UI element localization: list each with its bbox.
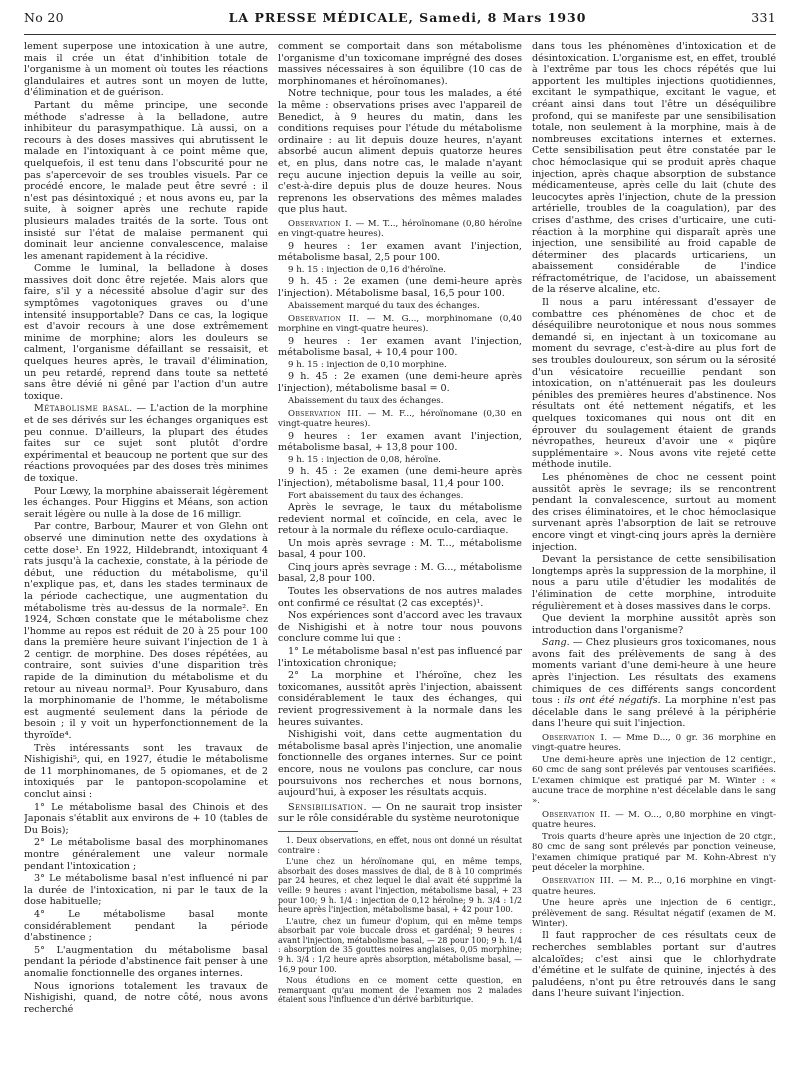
paragraph	[532, 930, 776, 1000]
paragraph-text: Que devient la morphine aussitôt après son introduction dans l'organisme?	[532, 613, 776, 636]
paragraph	[278, 276, 522, 299]
paragraph-text: Une demi-heure après une injection de 12 centigr., 60 cmc de sang sont prélevés par ventouses scarifiées. L'examen chimique est pratiqué par M. Winter : « aucune trace de morphine n'est décelable dans le sang ».	[532, 754, 776, 807]
paragraph-text: 9 h. 15 : injection de 0,08, héroïne.	[288, 454, 441, 465]
paragraph-text: 9 heures : 1er examen avant l'injection, métabolisme basal, + 10,4 pour 100.	[278, 335, 522, 359]
paragraph	[278, 729, 522, 799]
section-heading: Sensibilisation.	[288, 801, 367, 813]
paragraph-text: Notre technique, pour tous les malades, a été la même : observations prises avec l'appareil de Benedict, à 9 heures du matin, dans les conditions requises pour l'étude du métabolisme ordinaire : au lit depuis douze heures, n'ayant absorbé aucun aliment depuis quatorze heures et, en plus, dans notre cas, le malade n'ayant reçu aucune injection depuis la veille au soir, c'est-à-dire depuis plus de douze heures. Nous reprenons les observations des mêmes malades que plus haut.	[278, 88, 522, 216]
text-columns	[24, 41, 776, 1066]
paragraph	[278, 301, 522, 311]
paragraph	[24, 486, 268, 521]
paragraph	[532, 554, 776, 612]
paragraph	[24, 981, 268, 1016]
paragraph	[278, 314, 522, 335]
paragraph-text: dans tous les phénomènes d'intoxication et de désintoxication. L'organisme est, en effet, troublé à l'extrême par tous les chocs répétés que lui apportent les multiples injections quotidiennes, excitant le sympathique, excitant le vague, et créant ainsi dans tout l'être un déséquilibre profond, qui se manifeste par une sensibilisation totale, non seulement à la morphine, mais à de nombreuses excitations internes et externes. Cette sensibilisation peut être constatée par le choc hémoclasique qui se produit après chaque injection, après chaque absorption de substance médicamenteuse, après celle du lait (chute des leucocytes après l'injection, chute de la pression artérielle, troubles de la coagulation), par des crises d'asthme, des crises d'urticaire, une cuti-réaction à la morphine qui disparaît après une injection, une sensibilité au froid capable de déterminer des placards urticariens, un abaissement considérable de l'indice réfractométrique, de l'acidose, un abaissement de la réserve alcaline, etc.	[532, 41, 776, 296]
paragraph	[278, 538, 522, 561]
footnotes	[278, 836, 522, 1005]
journal-title: LA PRESSE MÉDICALE, Samedi, 8 Mars 1930	[228, 10, 587, 25]
paragraph	[24, 802, 268, 837]
paragraph	[24, 945, 268, 980]
paragraph-text: Nishigishi voit, dans cette augmentation du métabolisme basal après l'injection, une anomalie fonctionnelle des organes internes. Sur ce point encore, nous ne voulons pas conclure, car nous poursuivons nos recherches et nous bornons, aujourd'hui, à exposer les résultats acquis.	[278, 729, 522, 799]
paragraph-text: — M. F..., héroïnomane (0,30 en vingt-quatre heures).	[278, 408, 522, 430]
paragraph-text: 5° L'augmentation du métabolisme basal pendant la période d'abstinence fait penser à une anomalie fonctionnelle des organes internes.	[24, 944, 268, 979]
footnote: Nous étudions en ce moment cette question, en remarquant qu'au moment de l'examen nos 2 malades étaient sous l'influence d'un dérivé barbiturique.	[278, 976, 522, 1005]
paragraph-text: 3° Le métabolisme basal n'est influencé ni par la durée de l'intoxication, ni par le taux de la dose habituelle;	[24, 873, 268, 908]
paragraph-text: Nous ignorions totalement les travaux de Nishigishi, quand, de notre côté, nous avons recherché	[24, 980, 268, 1015]
section-heading: Observation I.	[542, 733, 608, 744]
paragraph-text: — Chez plusieurs gros toxicomanes, nous avons fait des prélèvements de sang à des moments variant d'une demi-heure à une heure après l'injection. Les résultats des examens chimiques de ces différents sangs concordent tous :	[532, 637, 776, 707]
paragraph-text: — M. O..., 0,80 morphine en vingt-quatre heures.	[532, 809, 776, 831]
paragraph	[24, 521, 268, 741]
paragraph	[24, 403, 268, 484]
page-header	[24, 10, 776, 28]
column-2	[278, 41, 522, 1066]
paragraph-text: Il faut rapprocher de ces résultats ceux de recherches semblables portant sur d'autres alcaloïdes; c'est ainsi que le chlorhydrate d'émétine et le sulfate de quinine, injectés à des paludéens, n'ont pu être retrouvés dans le sang dans l'heure suivant l'injection.	[532, 930, 776, 1000]
paragraph-text: Fort abaissement du taux des échanges.	[288, 490, 464, 501]
paragraph	[278, 466, 522, 489]
paragraph	[278, 265, 522, 275]
paragraph-text: Trois quarts d'heure après une injection de 20 ctgr., 80 cmc de sang sont prélevés par ponction veineuse, l'examen chimique pratiqué par M. Kohn-Abrest n'y peut déceler la morphine.	[532, 831, 776, 873]
paragraph-text: Après le sevrage, le taux du métabolisme redevient normal et coïncide, en cela, avec le retour à la normale du réflexe oculo-cardiaque.	[278, 501, 522, 537]
footnote-rule	[278, 831, 358, 832]
paragraph-text: — Mme D..., 0 gr. 36 morphine en vingt-quatre heures.	[532, 733, 776, 754]
paragraph-text: Comme le luminal, la belladone à doses massives doit donc être rejetée. Mais alors que faire, s'il y a nécessité absolue d'agir sur des symptômes vagotoniques graves ou d'une intensité insupportable? Dans ce cas, la logique est d'avoir recours à une dose extrêmement minime de morphine; alors les douleurs se calment, l'organisme défaillant se ressaisit, et quelques heures après, le travail d'élimination, un peu retardé, reprend dans toute sa netteté sans être dévié ni gêné par l'action d'un autre toxique.	[24, 263, 268, 402]
paragraph-text: Cinq jours après sevrage : M. G..., métabolisme basal, 2,8 pour 100.	[278, 561, 522, 585]
column-3	[532, 41, 776, 1066]
paragraph-text: 9 h. 45 : 2e examen (une demi-heure après l'injection). Métabolisme basal, 16,5 pour 100.	[278, 276, 522, 299]
paragraph	[24, 743, 268, 801]
paragraph	[532, 472, 776, 553]
paragraph-text: Devant la persistance de cette sensibilisation longtemps après la suppression de la morphine, il nous a paru utile d'étudier les modalités de l'élimination de cette morphine, introduite régulièrement et à doses massives dans le corps.	[532, 554, 776, 612]
paragraph-text: 9 h. 15 : injection de 0,10 morphine.	[288, 359, 447, 370]
paragraph	[278, 586, 522, 609]
paragraph	[278, 88, 522, 216]
paragraph	[532, 41, 776, 296]
paragraph	[532, 755, 776, 807]
paragraph-text: La morphine n'est pas décelable dans le sang prélevé à la périphérie dans l'heure qui suit l'injection.	[532, 695, 776, 730]
paragraph-text: Très intéressants sont les travaux de Nishigishi⁵, qui, en 1927, étudie le métabolisme de 11 morphinomanes, de 5 opiomanes, et de 2 intoxiqués par le pantopon-scopolamine et conclut ainsi :	[24, 742, 268, 800]
paragraph-text: Pour Lœwy, la morphine abaisserait légèrement les échanges. Pour Higgins et Méans, son action serait légère ou nulle à la dose de 16 milligr.	[24, 485, 268, 520]
paragraph	[532, 637, 776, 730]
paragraph-text: Partant du même principe, une seconde méthode s'adresse à la belladone, autre inhibiteur du parasympathique. Là aussi, on a recours à des doses massives qui abrutissent le malade en l'intoxiquant à ce point même que, quelquefois, il est tenu dans l'obscurité pour ne pas s'apercevoir de ses troubles visuels. Par ce procédé encore, le malade peut être sevré : il n'est pas désintoxiqué ; et nous avons eu, par la suite, à soigner après une rechute rapide plusieurs malades traités de la sorte. Tous ont insisté sur l'état de malaise permanent qui dominait leur ancienne convalescence, malaise les amenant rapidement à la récidive.	[24, 99, 268, 262]
section-heading: Observation III.	[542, 876, 615, 887]
footnote: L'une chez un héroïnomane qui, en même temps, absorbait des doses massives de dial, de 8 à 10 comprimés par 24 heures, et chez lequel le dial avait été supprimé la veille: 9 heures : avant l'injection, métabolisme basal, + 23 pour 100; 9 h. 1/4 : injection de 0,12 héroïne; 9 h. 3/4 : 1/2 heure après l'injection, métabolisme basal, + 42 pour 100.	[278, 857, 522, 915]
paragraph-text: — L'action de la morphine et de ses dérivés sur les échanges organiques est peu connue. D'ailleurs, la plupart des études faites sur ce sujet sont plutôt d'ordre expérimental et beaucoup ne portent que sur des réactions provoquées par des doses très minimes de toxique.	[24, 403, 268, 484]
paragraph-text: 2° Le métabolisme basal des morphinomanes montre généralement une valeur normale pendant l'intoxication ;	[24, 837, 268, 872]
paragraph	[532, 613, 776, 636]
paragraph-text: Abaissement du taux des échanges.	[288, 395, 444, 406]
section-heading: Observation II.	[542, 809, 611, 820]
paragraph-text: comment se comportait dans son métabolisme l'organisme d'un toxicomane imprégné des doses massives nécessaires à son équilibre (10 cas de morphinomanes et héroïnomanes).	[278, 41, 522, 87]
paragraph	[278, 502, 522, 537]
paragraph	[24, 41, 268, 99]
paragraph-text: — M. P..., 0,16 morphine en vingt-quatre heures.	[532, 876, 776, 897]
paragraph	[278, 219, 522, 240]
paragraph-text: 1° Le métabolisme basal des Chinois et des Japonais s'établit aux environs de + 10 (tables de Du Bois);	[24, 801, 268, 836]
paragraph-text: Abaissement marqué du taux des échanges.	[288, 300, 480, 311]
paragraph	[24, 837, 268, 872]
paragraph-text: 2° La morphine et l'héroïne, chez les toxicomanes, aussitôt après l'injection, abaissent considérablement le taux des échanges, qui revient progressivement à la normale dans les heures suivantes.	[278, 670, 522, 728]
paragraph	[278, 360, 522, 370]
paragraph-text: 9 heures : 1er examen avant l'injection, métabolisme basal, + 13,8 pour 100.	[278, 430, 522, 454]
paragraph-text: Les phénomènes de choc ne cessent point aussitôt après le sevrage; ils se rencontrent pendant la convalescence, surtout au moment des crises éliminatoires, et le choc hémoclasique survenant après l'absorption de lait se retrouve encore vingt et vingt-cinq jours après la dernière injection.	[532, 471, 776, 553]
paragraph	[278, 562, 522, 585]
column-1	[24, 41, 268, 1066]
paragraph-text: 9 h. 45 : 2e examen (une demi-heure après l'injection), métabolisme basal, 11,4 pour 100.	[278, 466, 522, 489]
section-heading: Observation I.	[288, 218, 353, 229]
paragraph	[24, 263, 268, 402]
page-number: 331	[751, 10, 776, 25]
paragraph	[278, 396, 522, 406]
paragraph	[278, 455, 522, 465]
paragraph-text: — M. G..., morphinomane (0,40 morphine en vingt-quatre heures).	[278, 313, 522, 335]
paragraph-text: 9 heures : 1er examen avant l'injection, métabolisme basal, 2,5 pour 100.	[278, 240, 522, 264]
emphasis-text: ils ont été négatifs.	[564, 695, 661, 707]
paragraph	[278, 41, 522, 87]
header-rule	[24, 34, 776, 35]
paragraph-text: 4° Le métabolisme basal monte considérablement pendant la période d'abstinence ;	[24, 908, 268, 944]
issue-number: No 20	[24, 10, 64, 25]
paragraph	[532, 832, 776, 874]
paragraph	[278, 646, 522, 669]
paragraph	[278, 371, 522, 394]
paragraph	[24, 873, 268, 908]
paragraph	[278, 610, 522, 645]
paragraph-text: Une heure après une injection de 6 centigr., prélèvement de sang. Résultat négatif (examen de M. Winter).	[532, 898, 776, 929]
paragraph	[278, 491, 522, 501]
section-heading: Observation II.	[288, 313, 360, 324]
paragraph	[278, 802, 522, 825]
paragraph	[532, 898, 776, 929]
paragraph-text: lement superpose une intoxication à une autre, mais il crée un état d'inhibition totale de l'organisme à un moment où toutes les réactions glandulaires et autres sont un moyen de lutte, d'élimination et de guérison.	[24, 41, 268, 99]
paragraph	[24, 909, 268, 944]
paragraph-text: 1° Le métabolisme basal n'est pas influencé par l'intoxication chronique;	[278, 646, 522, 669]
column-2-body	[278, 41, 522, 825]
paragraph	[278, 431, 522, 454]
paragraph-text: Nos expériences sont d'accord avec les travaux de Nishigishi et à notre tour nous pouvons conclure comme lui que :	[278, 610, 522, 645]
paragraph-text: Il nous a paru intéressant d'essayer de combattre ces phénomènes de choc et de déséquilibre neurotonique et nous nous sommes demandé si, en injectant à un toxicomane au moment du sevrage, c'est-à-dire au plus fort de ses troubles douloureux, son sérum ou la sérosité d'un vésicatoire recueillie pendant son intoxication, on n'atténuerait pas les douleurs pénibles des premières heures d'abstinence. Nos résultats ont été nettement négatifs, et les quelques toxicomanes qui nous ont dit en éprouver du soulagement étaient de grands névropathes, heureux d'avoir une « piqûre supplémentaire ». Nous avons vite rejeté cette méthode inutile.	[532, 297, 776, 471]
section-heading: Métabolisme basal.	[34, 403, 133, 415]
paragraph	[278, 409, 522, 430]
paragraph	[532, 810, 776, 831]
footnote: L'autre, chez un fumeur d'opium, qui en même temps absorbait par voie buccale dross et gardénal; 9 heures : avant l'injection, métabolisme basal, — 28 pour 100; 9 h. 1/4 : absorption de 35 gouttes noires anglaises, 0,05 morphine; 9 h. 3/4 : 1/2 heure après absorption, métabolisme basal, — 16,9 pour 100.	[278, 916, 522, 974]
section-heading: Sang.	[542, 637, 570, 649]
paragraph	[278, 241, 522, 264]
paragraph-text: Un mois après sevrage : M. T..., métabolisme basal, 4 pour 100.	[278, 537, 522, 561]
paragraph	[532, 297, 776, 471]
journal-page	[24, 10, 776, 1072]
paragraph	[532, 876, 776, 897]
paragraph	[278, 670, 522, 728]
paragraph-text: — On ne saurait trop insister sur le rôle considérable du système neurotonique	[278, 801, 522, 825]
paragraph-text: 9 h. 45 : 2e examen (une demi-heure après l'injection), métabolisme basal = 0.	[278, 371, 522, 394]
paragraph-text: — M. T..., héroïnomane (0,80 héroïne en vingt-quatre heures).	[278, 218, 522, 240]
paragraph-text: Toutes les observations de nos autres malades ont confirmé ce résultat (2 cas exceptés)¹.	[278, 586, 522, 609]
paragraph	[532, 733, 776, 754]
paragraph-text: 9 h. 15 : injection de 0,16 d'héroïne.	[288, 264, 447, 275]
paragraph	[24, 100, 268, 262]
section-heading: Observation III.	[288, 408, 362, 419]
paragraph	[278, 336, 522, 359]
paragraph-text: Par contre, Barbour, Maurer et von Glehn ont observé une diminution nette des oxydations à cette dose¹. En 1922, Hildebrandt, intoxiquant 4 rats jusqu'à la cachexie, constate, à la période de début, une réduction du métabolisme, qu'il n'explique pas, et, dans les stades terminaux de la période cachectique, une augmentation du métabolisme très au-dessus de la normale². En 1924, Schœn constate que le métabolisme chez l'homme au repos est réduit de 20 à 25 pour 100 dans la première heure suivant l'injection de 1 à 2 centigr. de morphine. Des doses répétées, au contraire, sont suivies d'une disparition très rapide de la diminution du métabolisme et du retour au niveau normal³. Pour Kyusaburo, dans la morphinomanie de l'homme, le métabolisme est augmenté seulement dans la période de besoin ; il y voit un hyperfonctionnement de la thyroïde⁴.	[24, 521, 268, 742]
footnote: 1. Deux observations, en effet, nous ont donné un résultat contraire :	[278, 835, 522, 855]
